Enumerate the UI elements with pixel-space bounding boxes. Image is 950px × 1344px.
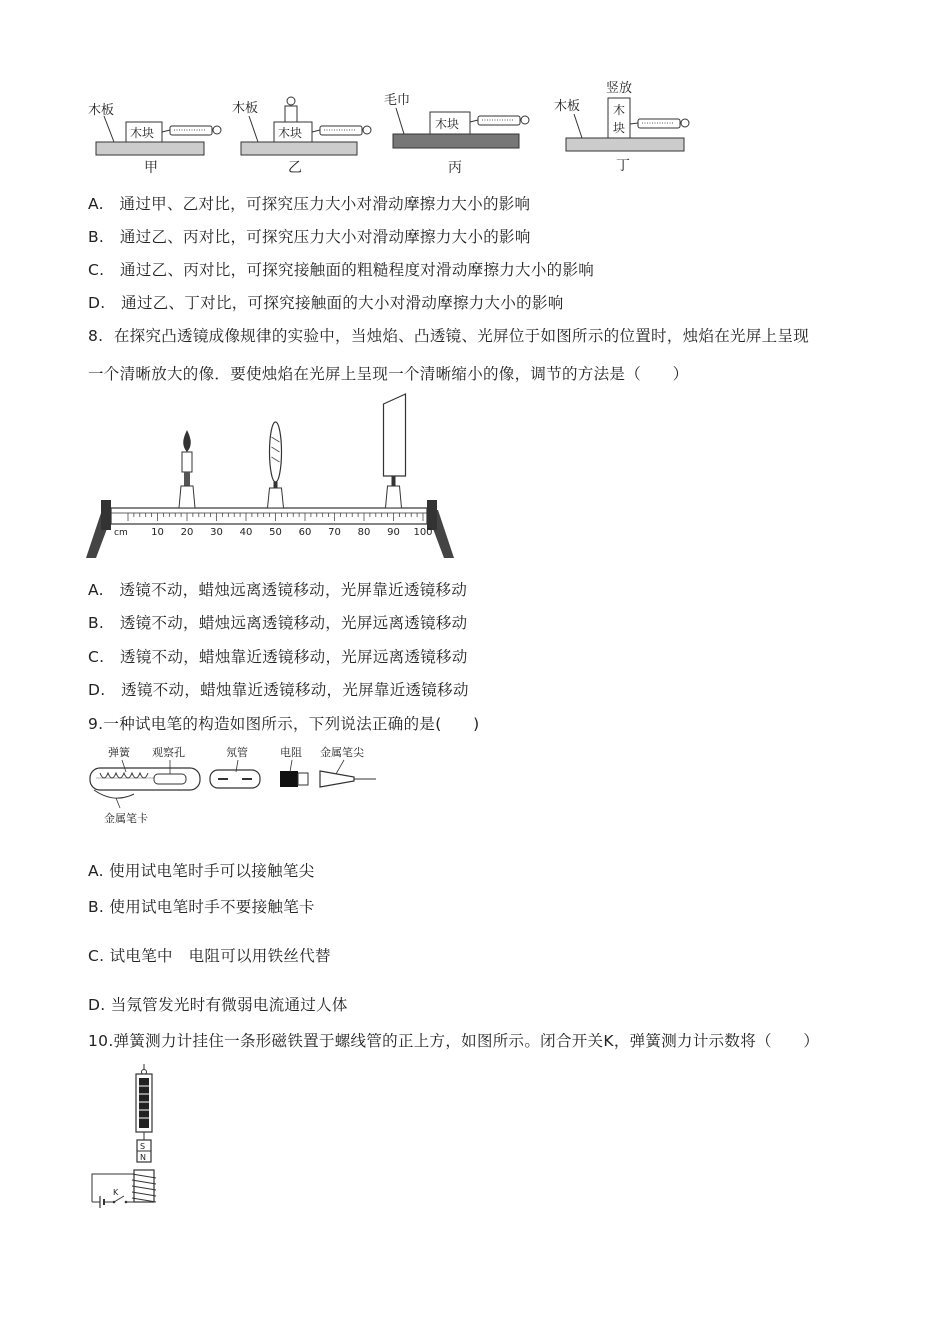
- q7-option-b[interactable]: [88, 225, 531, 247]
- q9-option-c[interactable]: [88, 944, 331, 966]
- option-text: 试电笔中 电阻可以用铁丝代替: [109, 947, 331, 965]
- panel-ding-orientation: 竖放: [606, 81, 633, 96]
- label-metal-tip: 金属笔尖: [320, 746, 364, 759]
- friction-experiment-diagram: [86, 80, 706, 180]
- option-text: 使用试电笔时手不要接触笔卡: [109, 898, 315, 916]
- bench-left-end: [101, 500, 111, 530]
- panel-yi-board-label: 木板: [232, 101, 259, 116]
- q9-figure: [86, 742, 386, 832]
- panel-ding-board-label: 木板: [554, 99, 581, 114]
- option-letter: B.: [88, 614, 105, 632]
- q8-option-b[interactable]: [88, 611, 467, 633]
- label-neon-tube: 氖管: [226, 746, 248, 759]
- bench-right-end: [427, 500, 437, 530]
- bench-unit-label: cm: [114, 528, 128, 538]
- panel-bing-block-label: 木块: [435, 117, 460, 131]
- label-metal-clip: 金属笔卡: [104, 812, 148, 825]
- q8-option-a[interactable]: [88, 578, 467, 600]
- option-text: 透镜不动，蜡烛靠近透镜移动，光屏远离透镜移动: [120, 648, 468, 666]
- q9-stem-text: 9.一种试电笔的构造如图所示，下列说法正确的是( ): [88, 715, 480, 733]
- panel-yi: [232, 97, 371, 176]
- q7-option-a[interactable]: [88, 192, 530, 214]
- option-text: 当氖管发光时有微弱电流通过人体: [110, 996, 348, 1014]
- panel-bing-name: 丙: [448, 160, 462, 176]
- q8-stem-text-1: 在探究凸透镜成像规律的实验中，当烛焰、凸透镜、光屏位于如图所示的位置时，烛焰在光屏上呈现: [113, 327, 810, 345]
- bench-tick-labels: [151, 527, 432, 538]
- label-observation-window: 观察孔: [152, 746, 185, 759]
- bench-tick-label: 100: [413, 527, 433, 538]
- q7-figure: [86, 80, 706, 180]
- q8-stem-text-2: 一个清晰放大的像．要使烛焰在光屏上呈现一个清晰缩小的像，调节的方法是（ ）: [88, 365, 689, 383]
- bench-tick-label: 10: [151, 527, 164, 538]
- label-resistor: 电阻: [280, 746, 302, 759]
- option-text: 通过甲、乙对比，可探究压力大小对滑动摩擦力大小的影响: [119, 195, 531, 213]
- q9-stem: [88, 712, 479, 734]
- option-letter: B.: [88, 228, 105, 246]
- option-letter: C.: [88, 947, 105, 965]
- option-letter: D.: [88, 681, 106, 699]
- panel-jia-board-label: 木板: [88, 103, 115, 118]
- option-text: 透镜不动，蜡烛远离透镜移动，光屏远离透镜移动: [119, 614, 468, 632]
- q7-option-c[interactable]: [88, 258, 594, 280]
- bench-tick-label: 80: [357, 527, 371, 538]
- option-text: 通过乙、丙对比，可探究压力大小对滑动摩擦力大小的影响: [119, 228, 531, 246]
- test-pen-diagram: [86, 742, 386, 832]
- q10-figure: [86, 1062, 166, 1212]
- q8-figure: [84, 392, 456, 562]
- q7-option-d[interactable]: [88, 291, 564, 313]
- switch-label: K: [113, 1188, 119, 1197]
- q9-option-d[interactable]: [88, 993, 348, 1015]
- panel-yi-block-label: 木块: [278, 126, 303, 140]
- panel-ding-block-char-1: 木: [613, 103, 626, 117]
- panel-ding-name: 丁: [616, 158, 630, 174]
- option-text: 透镜不动，蜡烛靠近透镜移动，光屏靠近透镜移动: [121, 681, 469, 699]
- option-text: 透镜不动，蜡烛远离透镜移动，光屏靠近透镜移动: [119, 581, 468, 599]
- panel-ding-block-char-2: 块: [613, 121, 626, 135]
- bench-tick-label: 70: [328, 527, 341, 538]
- option-letter: D.: [88, 996, 106, 1014]
- option-letter: A.: [88, 862, 104, 880]
- option-letter: C.: [88, 648, 105, 666]
- q8-option-d[interactable]: [88, 678, 469, 700]
- candle: [179, 430, 195, 508]
- bench-tick-label: 60: [298, 527, 312, 538]
- option-letter: A.: [88, 195, 104, 213]
- bench-tick-label: 20: [180, 527, 194, 538]
- q8-option-c[interactable]: [88, 645, 468, 667]
- q10-stem-text: 10.弹簧测力计挂住一条形磁铁置于螺线管的正上方，如图所示。闭合开关K，弹簧测力计示数将（ ）: [88, 1032, 820, 1050]
- q8-stem-line-2: [88, 362, 688, 384]
- bench-rail: [111, 508, 427, 524]
- option-text: 通过乙、丙对比，可探究接触面的粗糙程度对滑动摩擦力大小的影响: [120, 261, 595, 279]
- panel-jia-name: 甲: [144, 160, 158, 176]
- solenoid-magnet-diagram: [86, 1062, 166, 1212]
- bench-tick-label: 40: [239, 527, 253, 538]
- panel-bing-board-label: 毛巾: [384, 93, 411, 108]
- option-text: 使用试电笔时手可以接触笔尖: [109, 862, 315, 880]
- bench-tick-label: 90: [387, 527, 400, 538]
- magnet-pole-top: S: [140, 1142, 146, 1151]
- option-letter: A.: [88, 581, 104, 599]
- option-text: 通过乙、丁对比，可探究接触面的大小对滑动摩擦力大小的影响: [121, 294, 564, 312]
- panel-ding: [554, 80, 689, 174]
- convex-lens: [268, 422, 284, 508]
- option-letter: C.: [88, 261, 105, 279]
- panel-yi-name: 乙: [288, 160, 302, 176]
- question-number: 8.: [88, 327, 104, 345]
- q9-option-b[interactable]: [88, 895, 315, 917]
- magnet-pole-bottom: N: [140, 1153, 146, 1162]
- panel-jia: [88, 102, 221, 176]
- bench-tick-label: 50: [269, 527, 282, 538]
- panel-bing: [384, 92, 529, 176]
- q10-stem: [88, 1029, 819, 1051]
- label-spring: 弹簧: [108, 746, 130, 759]
- q8-stem-line-1: [88, 324, 809, 346]
- optical-bench-diagram: [84, 392, 456, 562]
- option-letter: D.: [88, 294, 106, 312]
- bench-tick-label: 30: [210, 527, 223, 538]
- option-letter: B.: [88, 898, 105, 916]
- panel-jia-block-label: 木块: [130, 126, 155, 140]
- light-screen: [384, 394, 406, 508]
- q9-option-a[interactable]: [88, 859, 315, 881]
